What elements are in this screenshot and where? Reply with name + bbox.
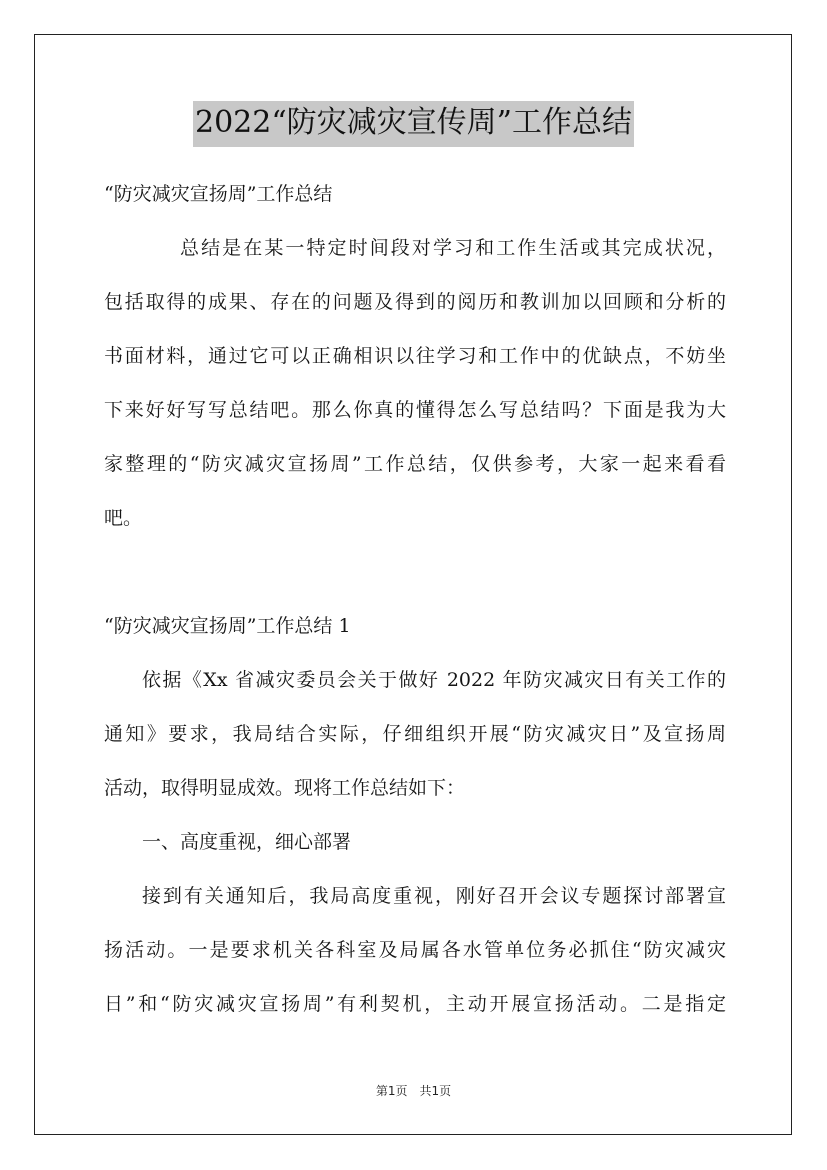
- intro-line-5: 家整理的“防灾减灾宣扬周”工作总结，仅供参考，大家一起来看看: [104, 453, 726, 475]
- page-footer: 第1页 共1页: [375, 1084, 452, 1098]
- section-line-3: 活动，取得明显成效。现将工作总结如下：: [104, 777, 466, 799]
- document-title: 2022“防灾减灾宣传周”工作总结: [193, 101, 634, 147]
- intro-line-6: 吧。: [104, 507, 143, 529]
- section-line-1: 依据《Xx 省减灾委员会关于做好 2022 年防灾减灾日有关工作的: [142, 669, 726, 691]
- intro-line-3: 书面材料，通过它可以正确相识以往学习和工作中的优缺点，不妨坐: [104, 345, 726, 367]
- section-heading: “防灾减灾宣扬周”工作总结 1: [104, 615, 351, 637]
- intro-line-1: 总结是在某一特定时间段对学习和工作生活或其完成状况，: [180, 237, 726, 259]
- body-line-2: 扬活动。一是要求机关各科室及局属各水管单位务必抓住“防灾减灾: [104, 939, 726, 961]
- title-container: [0, 101, 827, 147]
- intro-line-4: 下来好好写写总结吧。那么你真的懂得怎么写总结吗？下面是我为大: [104, 399, 726, 421]
- section-line-2: 通知》要求，我局结合实际，仔细组织开展“防灾减灾日”及宣扬周: [104, 723, 726, 745]
- body-line-3: 日”和“防灾减灾宣扬周”有利契机，主动开展宣扬活动。二是指定: [104, 993, 726, 1015]
- subtitle: “防灾减灾宣扬周”工作总结: [104, 183, 333, 205]
- intro-line-2: 包括取得的成果、存在的问题及得到的阅历和教训加以回顾和分析的: [104, 291, 726, 313]
- sub-heading: 一、高度重视，细心部署: [142, 831, 352, 853]
- body-line-1: 接到有关通知后，我局高度重视，刚好召开会议专题探讨部署宣: [142, 885, 726, 907]
